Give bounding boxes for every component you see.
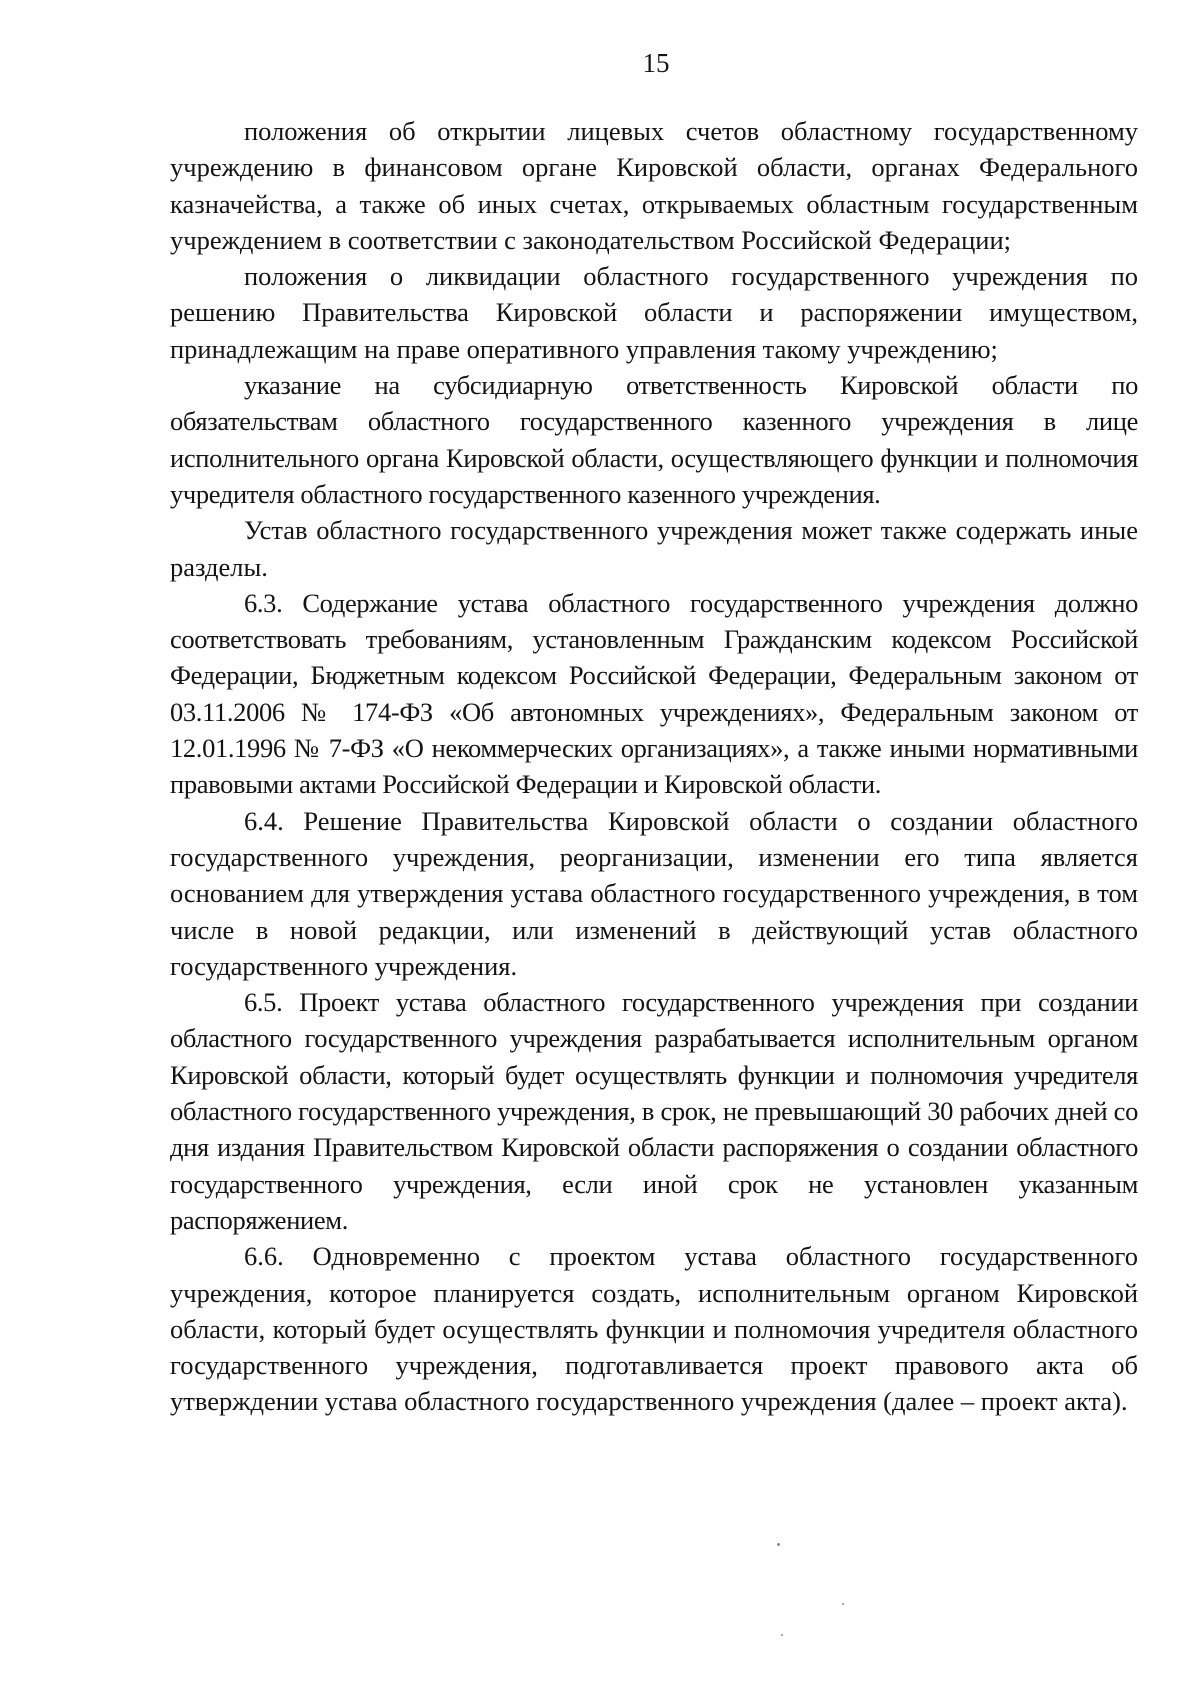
scan-speck (842, 1603, 844, 1605)
paragraph-6-6: 6.6. Одновременно с проектом устава областного государственного учреждения, которое планируется создать, исполнительным органом Кировской области, который будет осуществлять функции и полномочия учредителя областного государственного учреждения, подготавливается проект правового акта об утверждении устава областного государственного учреждения (далее – проект акта). (170, 1241, 1138, 1417)
paragraph-6-5: 6.5. Проект устава областного государственного учреждения при создании областного государственного учреждения разрабатывается исполнительным органом Кировской области, который будет осуществлять функции и полномочия учредителя областного государственного учреждения, в срок, не превышающий 30 рабочих дней со дня издания Правительством Кировской области распоряжения о создании областного государственного учреждения, если иной срок не установлен указанным распоряжением. (170, 987, 1138, 1235)
paragraph-personal-accounts: положения об открытии лицевых счетов областному государственному учреждению в финансовом органе Кировской области, органах Федерального казначейства, а также об иных счетах, открываемых областным государственным учреждением в соответствии с законодательством Российской Федерации; (170, 116, 1138, 255)
page-number: 15 (642, 48, 670, 78)
scan-speck (777, 1543, 780, 1546)
paragraph-liquidation: положения о ликвидации областного государственного учреждения по решению Правительства Кировской области и распоряжении имуществом, принадлежащим на праве оперативного управления такому учреждению; (170, 261, 1138, 364)
document-body (170, 113, 1138, 1420)
scan-speck (781, 1634, 783, 1636)
paragraph-subsidiary-liability: указание на субсидиарную ответственность Кировской области по обязательствам областного государственного казенного учреждения в лице исполнительного органа Кировской области, осуществляющего функции и полномочия учредителя областного государственного казенного учреждения. (170, 370, 1138, 509)
paragraph-6-3: 6.3. Содержание устава областного государственного учреждения должно соответствовать требованиям, установленным Гражданским кодексом Российской Федерации, Бюджетным кодексом Российской Федерации, Федеральным законом от 03.11.2006 № 174-ФЗ «Об автономных учреждениях», Федеральным законом от 12.01.1996 № 7-ФЗ «О некоммерческих организациях», а также иными нормативными правовыми актами Российской Федерации и Кировской области. (170, 587, 1138, 800)
paragraph-other-sections: Устав областного государственного учреждения может также содержать иные разделы. (170, 515, 1138, 582)
paragraph-6-4: 6.4. Решение Правительства Кировской области о создании областного государственного учреждения, реорганизации, изменении его типа является основанием для утверждения устава областного государственного учреждения, в том числе в новой редакции, или изменений в действующий устав областного государственного учреждения. (170, 805, 1138, 981)
